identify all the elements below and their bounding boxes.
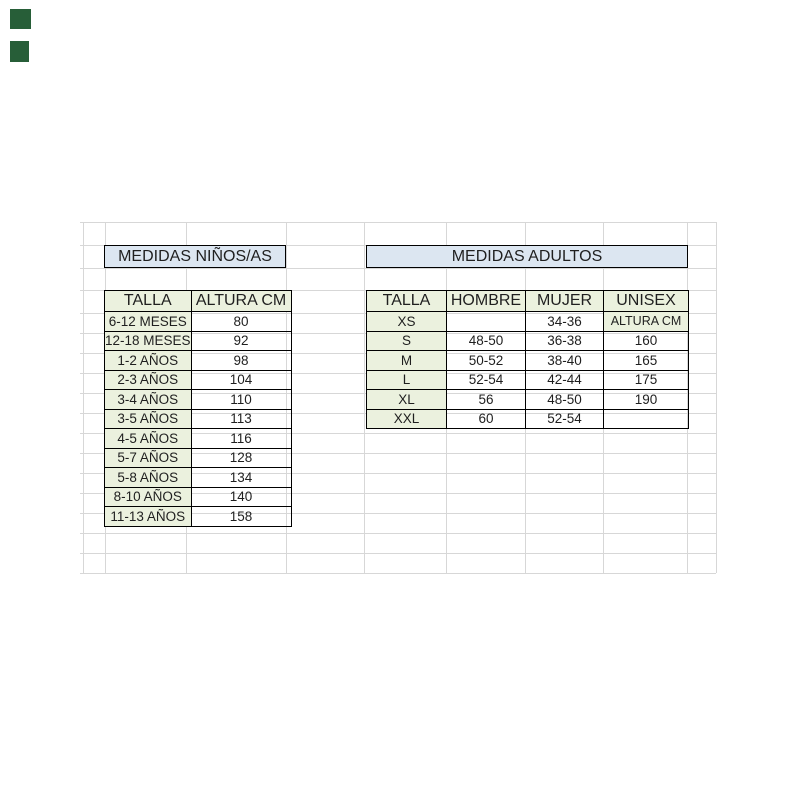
table-row xyxy=(105,312,292,332)
adults-unisex-cell[interactable] xyxy=(604,409,689,429)
kids-height-cell[interactable]: 116 xyxy=(191,429,291,449)
corner-marker-top xyxy=(10,9,31,29)
adults-size-cell[interactable]: XS xyxy=(367,312,447,332)
kids-header-talla[interactable]: TALLA xyxy=(105,291,192,312)
adults-hombre-cell[interactable]: 48-50 xyxy=(447,331,526,351)
adults-hombre-cell[interactable]: 52-54 xyxy=(447,370,526,390)
adults-unisex-cell[interactable]: 190 xyxy=(604,390,689,410)
table-row xyxy=(367,370,689,390)
adults-header-hombre[interactable]: HOMBRE xyxy=(447,291,526,312)
adults-hombre-cell[interactable] xyxy=(447,312,526,332)
table-row xyxy=(367,351,689,371)
adults-size-cell[interactable]: M xyxy=(367,351,447,371)
adults-mujer-cell[interactable]: 52-54 xyxy=(526,409,604,429)
table-row xyxy=(105,468,292,488)
kids-size-table xyxy=(104,290,292,527)
kids-height-cell[interactable]: 92 xyxy=(191,331,291,351)
adults-mujer-cell[interactable]: 42-44 xyxy=(526,370,604,390)
kids-header-row xyxy=(105,291,292,312)
adults-size-cell[interactable]: L xyxy=(367,370,447,390)
kids-height-cell[interactable]: 110 xyxy=(191,390,291,410)
corner-marker-bottom xyxy=(10,41,29,62)
adults-mujer-cell[interactable]: 38-40 xyxy=(526,351,604,371)
adults-table-title[interactable]: MEDIDAS ADULTOS xyxy=(366,245,688,268)
adults-size-cell[interactable]: S xyxy=(367,331,447,351)
adults-unisex-cell[interactable]: 160 xyxy=(604,331,689,351)
kids-size-cell[interactable]: 3-4 AÑOS xyxy=(105,390,192,410)
kids-height-cell[interactable]: 80 xyxy=(191,312,291,332)
adults-header-mujer[interactable]: MUJER xyxy=(526,291,604,312)
kids-height-cell[interactable]: 128 xyxy=(191,448,291,468)
adults-hombre-cell[interactable]: 60 xyxy=(447,409,526,429)
table-row xyxy=(105,331,292,351)
adults-header-talla[interactable]: TALLA xyxy=(367,291,447,312)
kids-height-cell[interactable]: 158 xyxy=(191,507,291,527)
kids-size-cell[interactable]: 5-8 AÑOS xyxy=(105,468,192,488)
adults-mujer-cell[interactable]: 48-50 xyxy=(526,390,604,410)
table-row xyxy=(105,429,292,449)
kids-size-cell[interactable]: 12-18 MESES xyxy=(105,331,192,351)
table-row xyxy=(105,507,292,527)
table-row xyxy=(367,409,689,429)
kids-size-cell[interactable]: 6-12 MESES xyxy=(105,312,192,332)
kids-table-title[interactable]: MEDIDAS NIÑOS/AS xyxy=(104,245,286,268)
kids-height-cell[interactable]: 98 xyxy=(191,351,291,371)
kids-size-cell[interactable]: 2-3 AÑOS xyxy=(105,370,192,390)
kids-height-cell[interactable]: 134 xyxy=(191,468,291,488)
kids-size-cell[interactable]: 4-5 AÑOS xyxy=(105,429,192,449)
adults-mujer-cell[interactable]: 36-38 xyxy=(526,331,604,351)
kids-size-cell[interactable]: 1-2 AÑOS xyxy=(105,351,192,371)
table-row xyxy=(105,448,292,468)
adults-header-row xyxy=(367,291,689,312)
table-row xyxy=(367,390,689,410)
kids-size-cell[interactable]: 8-10 AÑOS xyxy=(105,487,192,507)
table-row xyxy=(105,409,292,429)
kids-header-altura[interactable]: ALTURA CM xyxy=(191,291,291,312)
table-row xyxy=(367,312,689,332)
table-row xyxy=(105,487,292,507)
adults-hombre-cell[interactable]: 50-52 xyxy=(447,351,526,371)
kids-size-cell[interactable]: 11-13 AÑOS xyxy=(105,507,192,527)
table-row xyxy=(367,331,689,351)
kids-height-cell[interactable]: 140 xyxy=(191,487,291,507)
table-row xyxy=(105,390,292,410)
kids-size-cell[interactable]: 5-7 AÑOS xyxy=(105,448,192,468)
kids-height-cell[interactable]: 113 xyxy=(191,409,291,429)
adults-unisex-cell[interactable]: 175 xyxy=(604,370,689,390)
kids-size-cell[interactable]: 3-5 AÑOS xyxy=(105,409,192,429)
adults-size-cell[interactable]: XL xyxy=(367,390,447,410)
adults-hombre-cell[interactable]: 56 xyxy=(447,390,526,410)
adults-mujer-cell[interactable]: 34-36 xyxy=(526,312,604,332)
kids-height-cell[interactable]: 104 xyxy=(191,370,291,390)
adults-unisex-subheader-cell[interactable]: ALTURA CM xyxy=(604,312,689,332)
adults-size-cell[interactable]: XXL xyxy=(367,409,447,429)
table-row xyxy=(105,351,292,371)
table-row xyxy=(105,370,292,390)
adults-header-unisex[interactable]: UNISEX xyxy=(604,291,689,312)
adults-unisex-cell[interactable]: 165 xyxy=(604,351,689,371)
adults-size-table xyxy=(366,290,689,429)
